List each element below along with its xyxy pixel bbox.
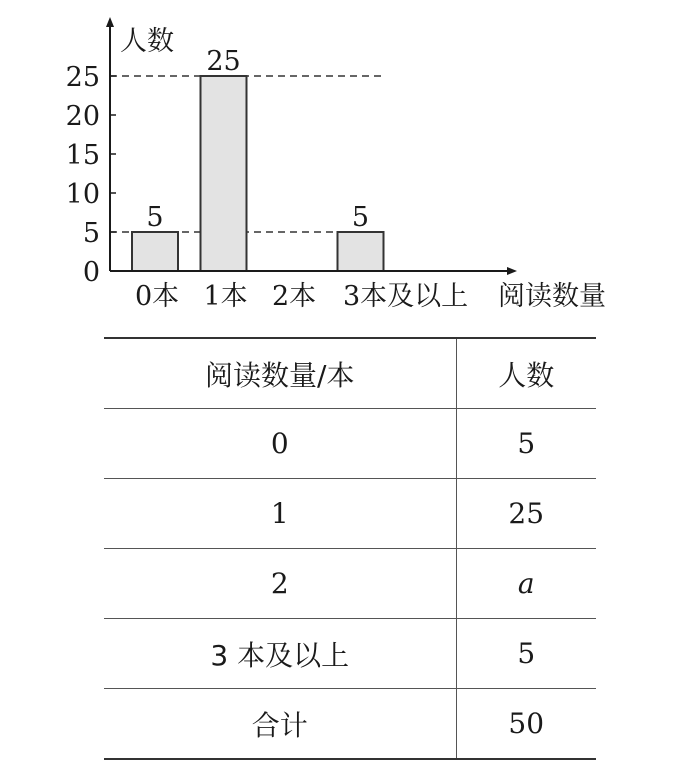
y-tick-label: 10: [65, 179, 100, 210]
cell-total-value: 50: [456, 689, 596, 760]
header-reading-count: 阅读数量/本: [104, 338, 456, 409]
bar-value-label: 25: [206, 46, 241, 77]
table-row: [104, 409, 596, 479]
cell-people: a: [456, 549, 596, 619]
cell-reading: 0: [104, 409, 456, 479]
bar-value-label: 5: [146, 202, 164, 233]
header-people: 人数: [456, 338, 596, 409]
y-tick-label: 20: [65, 101, 100, 132]
y-tick-label: 5: [82, 218, 100, 249]
cell-reading: 2: [104, 549, 456, 619]
y-tick-label: 0: [82, 257, 100, 288]
x-category-label: 1本: [203, 281, 248, 312]
table-row: [104, 479, 596, 549]
y-axis-label: 人数: [120, 26, 174, 57]
y-tick-label: 15: [65, 140, 100, 171]
cell-reading: 1: [104, 479, 456, 549]
cell-people: 5: [456, 619, 596, 689]
reading-table: [104, 337, 596, 760]
bar-chart: [0, 0, 695, 330]
bar: [338, 232, 384, 271]
table-header-row: [104, 338, 596, 409]
bar-value-label: 5: [351, 202, 370, 233]
cell-reading: 3 本及以上: [104, 619, 456, 689]
y-tick-label: 25: [65, 62, 100, 93]
table-row-total: [104, 689, 596, 760]
bar: [201, 76, 247, 271]
x-category-label: 0本: [135, 281, 180, 312]
table-row: [104, 619, 596, 689]
x-axis-label: 阅读数量: [498, 281, 606, 312]
cell-people: 5: [456, 409, 596, 479]
table-row: [104, 549, 596, 619]
x-category-label: 3本及以上: [343, 281, 469, 312]
cell-total-label: 合计: [104, 689, 456, 760]
bar: [132, 232, 178, 271]
cell-people: 25: [456, 479, 596, 549]
x-category-label: 2本: [272, 281, 317, 312]
